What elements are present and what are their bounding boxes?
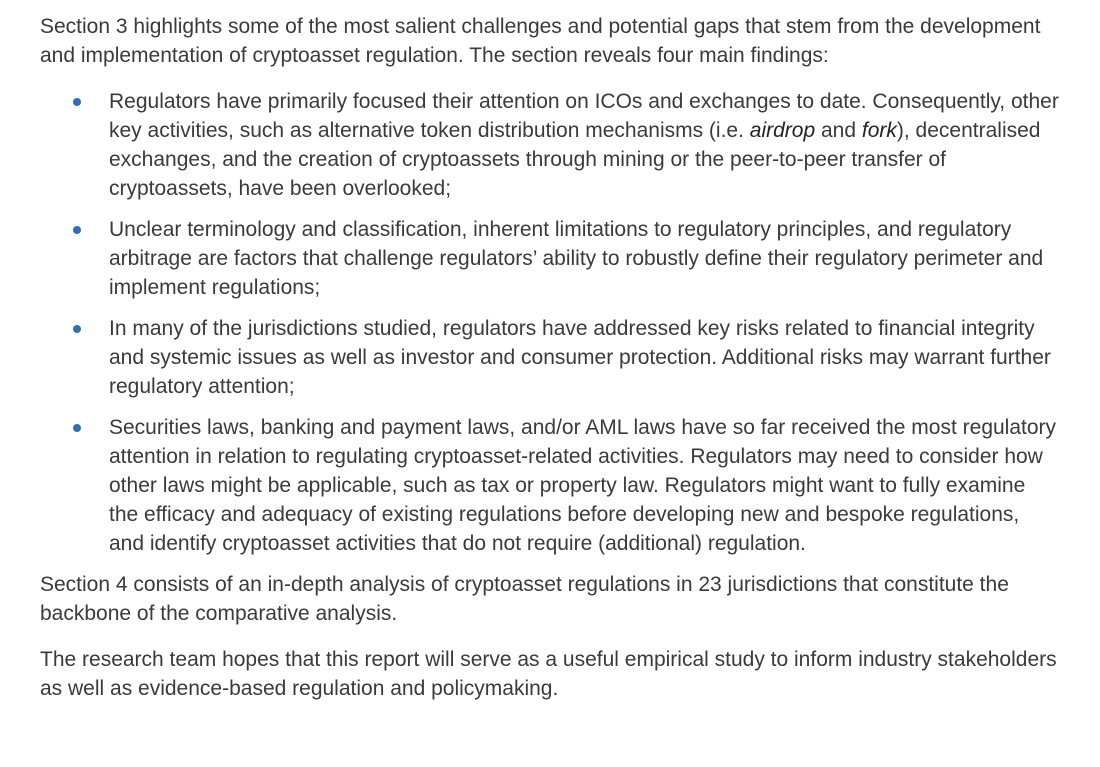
list-item <box>40 314 1060 401</box>
finding-text-part: ), decentralised exchanges, and the creation of cryptoassets through mining or the peer-to-peer transfer of cryptoassets, have been overlooked; <box>109 119 1041 200</box>
list-item <box>40 87 1060 203</box>
emphasis-airdrop: airdrop <box>749 119 816 142</box>
intro-paragraph: Section 3 highlights some of the most salient challenges and potential gaps that stem from the development and implementation of cryptoasset regulation. The section reveals four main findings: <box>40 15 1041 67</box>
finding-text <box>109 87 1060 203</box>
list-item <box>40 215 1060 302</box>
finding-text-part: and <box>815 119 862 142</box>
bullet-icon <box>73 98 81 106</box>
bullet-icon <box>73 226 81 234</box>
finding-text: In many of the jurisdictions studied, regulators have addressed key risks related to financial integrity and systemic issues as well as investor and consumer protection. Additional risks may warrant further regulatory attention; <box>109 317 1051 398</box>
finding-text: Unclear terminology and classification, inherent limitations to regulatory principles, and regulatory arbitrage are factors that challenge regulators’ ability to robustly define their regulatory perimeter and implement regulations; <box>109 218 1044 299</box>
finding-text: Securities laws, banking and payment laws, and/or AML laws have so far received the most regulatory attention in relation to regulating cryptoasset-related activities. Regulators may need to consider how other laws might be applicable, such as tax or property law. Regulators might want to fully examine the efficacy and adequacy of existing regulations before developing new and bespoke regulations, and identify cryptoasset activities that do not require (additional) regulation. <box>109 416 1057 555</box>
closing-paragraph: The research team hopes that this report will serve as a useful empirical study to inform industry stakeholders as well as evidence-based regulation and policymaking. <box>40 648 1057 700</box>
emphasis-fork: fork <box>861 119 897 142</box>
list-item <box>40 413 1060 558</box>
bullet-icon <box>73 325 81 333</box>
finding-text-part: Regulators have primarily focused their attention on ICOs and exchanges to date. Consequently, other key activities, such as alternative token distribution mechanisms (i.e. <box>109 90 1059 142</box>
section4-paragraph: Section 4 consists of an in-depth analysis of cryptoasset regulations in 23 jurisdictions that constitute the backbone of the comparative analysis. <box>40 573 1009 625</box>
bullet-icon <box>73 424 81 432</box>
findings-list <box>40 87 1060 558</box>
